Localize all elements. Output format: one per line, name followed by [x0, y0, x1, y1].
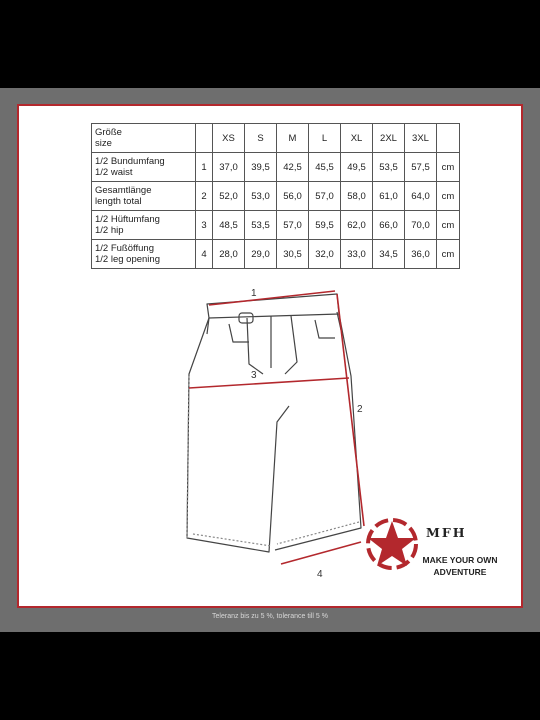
- shorts-outline: [187, 294, 361, 552]
- table-cell: 53,5: [373, 153, 405, 182]
- row-number: 3: [196, 211, 213, 240]
- table-cell: 39,5: [245, 153, 277, 182]
- table-cell: 28,0: [213, 240, 245, 269]
- unit-cell: cm: [437, 182, 460, 211]
- size-label-de: Größe: [95, 127, 122, 138]
- table-cell: 62,0: [341, 211, 373, 240]
- table-cell: 57,0: [309, 182, 341, 211]
- leg-opening-marker: 4: [317, 569, 323, 580]
- row-label-de: Gesamtlänge: [95, 185, 152, 196]
- brand-title: MFH: [426, 525, 467, 540]
- hip-marker: 3: [251, 370, 257, 381]
- table-cell: 42,5: [277, 153, 309, 182]
- size-label-en: size: [95, 138, 112, 149]
- table-cell: 29,0: [245, 240, 277, 269]
- table-cell: 32,0: [309, 240, 341, 269]
- table-cell: 48,5: [213, 211, 245, 240]
- unit-cell: cm: [437, 211, 460, 240]
- brand-slogan: [415, 554, 505, 578]
- table-cell: 33,0: [341, 240, 373, 269]
- table-cell: 34,5: [373, 240, 405, 269]
- tolerance-note: Teleranz bis zu 5 %, tolerance till 5 %: [212, 613, 328, 620]
- row-label-en: length total: [95, 196, 142, 207]
- size-header-cell: XL: [341, 124, 373, 153]
- table-cell: 59,5: [309, 211, 341, 240]
- length-marker: 2: [357, 404, 363, 415]
- table-cell: 57,0: [277, 211, 309, 240]
- mfh-star-logo-icon: [368, 520, 416, 568]
- table-cell: 58,0: [341, 182, 373, 211]
- size-header-cell: 2XL: [373, 124, 405, 153]
- row-label-de: 1/2 Fußöffung: [95, 243, 154, 254]
- row-number: 2: [196, 182, 213, 211]
- table-cell: 37,0: [213, 153, 245, 182]
- row-label-de: 1/2 Bundumfang: [95, 156, 165, 167]
- table-cell: 70,0: [405, 211, 437, 240]
- table-cell: 45,5: [309, 153, 341, 182]
- table-cell: 36,0: [405, 240, 437, 269]
- table-cell: 56,0: [277, 182, 309, 211]
- table-cell: 61,0: [373, 182, 405, 211]
- measure-line-hip: [189, 378, 349, 388]
- table-cell: 64,0: [405, 182, 437, 211]
- table-cell: 30,5: [277, 240, 309, 269]
- size-header-cell: M: [277, 124, 309, 153]
- size-header-cell: XS: [213, 124, 245, 153]
- table-cell: 53,5: [245, 211, 277, 240]
- row-label-en: 1/2 hip: [95, 225, 124, 236]
- unit-cell: cm: [437, 153, 460, 182]
- measure-line-waist: [209, 291, 335, 305]
- row-number: 4: [196, 240, 213, 269]
- size-header-cell: S: [245, 124, 277, 153]
- row-label-en: 1/2 waist: [95, 167, 133, 178]
- row-label-de: 1/2 Hüftumfang: [95, 214, 160, 225]
- slogan-line-1: MAKE YOUR OWN: [422, 555, 498, 565]
- table-cell: 52,0: [213, 182, 245, 211]
- row-number: 1: [196, 153, 213, 182]
- table-cell: 49,5: [341, 153, 373, 182]
- slogan-line-2: ADVENTURE: [433, 567, 487, 577]
- size-header-cell: 3XL: [405, 124, 437, 153]
- table-cell: 53,0: [245, 182, 277, 211]
- size-chart-card: [17, 104, 523, 608]
- unit-cell: cm: [437, 240, 460, 269]
- waist-marker: 1: [251, 288, 257, 299]
- row-label-en: 1/2 leg opening: [95, 254, 160, 265]
- table-cell: 57,5: [405, 153, 437, 182]
- table-cell: 66,0: [373, 211, 405, 240]
- size-header-cell: L: [309, 124, 341, 153]
